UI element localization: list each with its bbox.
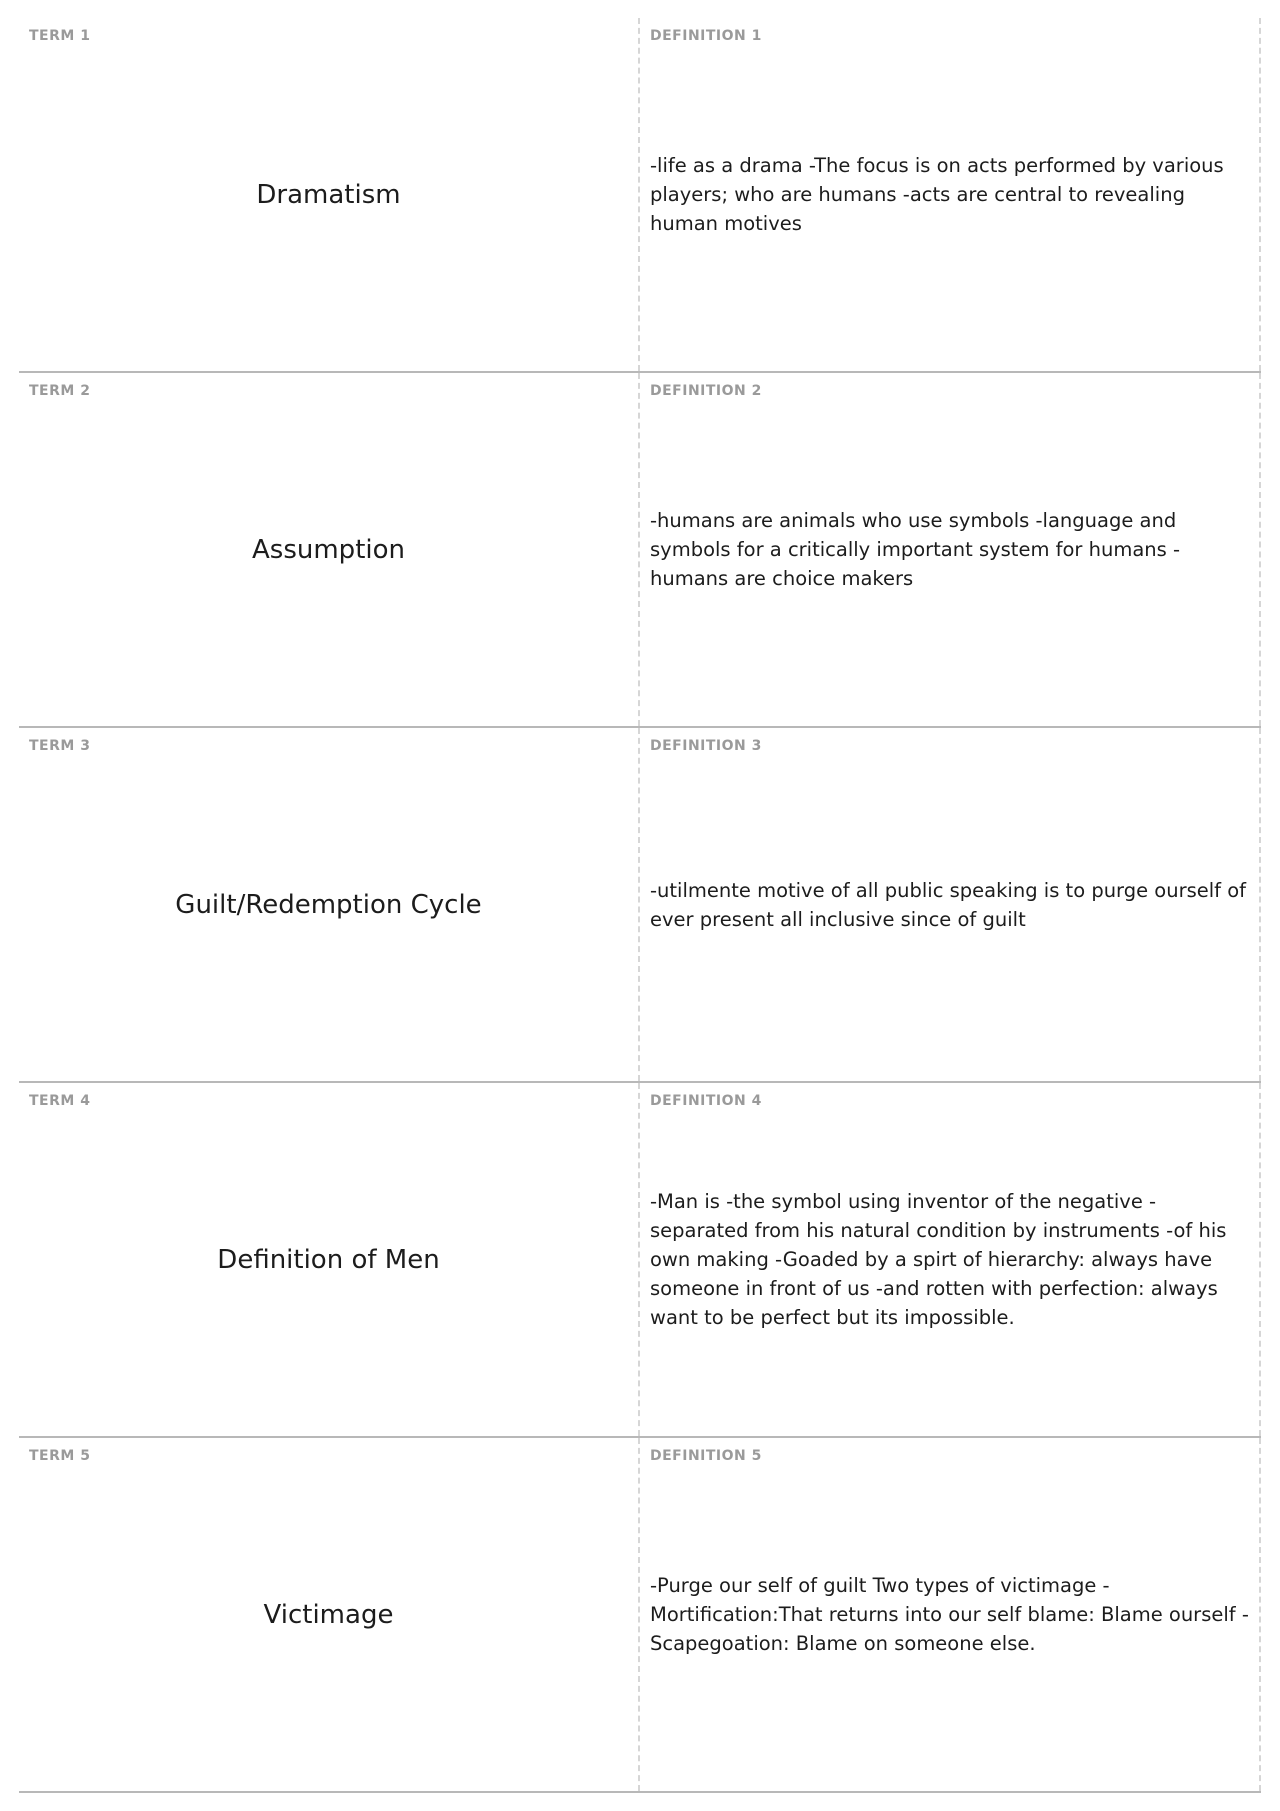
- flashcard-row-2: [19, 373, 1261, 728]
- term-cell: [19, 1438, 640, 1791]
- definition-label: DEFINITION 3: [650, 738, 762, 754]
- definition-text: -humans are animals who use symbols -language and symbols for a critically important system for humans -humans are choice makers: [650, 509, 1181, 590]
- definition-cell: [640, 728, 1261, 1081]
- term-cell: [19, 373, 640, 726]
- term-text: Victimage: [263, 1599, 394, 1630]
- term-text: Dramatism: [256, 179, 401, 210]
- term-label: TERM 1: [29, 28, 91, 44]
- term-label: TERM 3: [29, 738, 91, 754]
- definition-label: DEFINITION 2: [650, 383, 762, 399]
- term-cell: [19, 1083, 640, 1436]
- term-label: TERM 5: [29, 1448, 91, 1464]
- definition-text-wrap: [650, 1083, 1251, 1436]
- definition-text-wrap: [650, 373, 1251, 726]
- flashcard-row-1: [19, 18, 1261, 373]
- definition-text-wrap: [650, 1438, 1251, 1791]
- flashcard-row-5: [19, 1438, 1261, 1793]
- flashcard-row-3: [19, 728, 1261, 1083]
- term-text: Definition of Men: [217, 1244, 440, 1275]
- definition-text-wrap: [650, 18, 1251, 371]
- definition-text: -Purge our self of guilt Two types of victimage -Mortification:That returns into our self blame: Blame ourself -Scapegoation: Blame on someone else.: [650, 1574, 1249, 1655]
- definition-label: DEFINITION 4: [650, 1093, 762, 1109]
- definition-cell: [640, 373, 1261, 726]
- definition-text: -Man is -the symbol using inventor of the negative -separated from his natural condition by instruments -of his own making -Goaded by a spirt of hierarchy: always have someone in front of us -and rotten with perfection: always want to be perfect but its impossible.: [650, 1190, 1227, 1329]
- definition-label: DEFINITION 5: [650, 1448, 762, 1464]
- definition-cell: [640, 18, 1261, 371]
- term-text: Guilt/Redemption Cycle: [175, 889, 482, 920]
- term-text: Assumption: [252, 534, 405, 565]
- definition-text-wrap: [650, 728, 1251, 1081]
- definition-text: -life as a drama -The focus is on acts performed by various players; who are humans -acts are central to revealing human motives: [650, 154, 1224, 235]
- flashcard-sheet: [19, 18, 1261, 1793]
- definition-cell: [640, 1438, 1261, 1791]
- flashcard-row-4: [19, 1083, 1261, 1438]
- definition-label: DEFINITION 1: [650, 28, 762, 44]
- term-cell: [19, 18, 640, 371]
- term-label: TERM 4: [29, 1093, 91, 1109]
- definition-text: -utilmente motive of all public speaking is to purge ourself of ever present all inclusive since of guilt: [650, 878, 1247, 931]
- term-cell: [19, 728, 640, 1081]
- term-label: TERM 2: [29, 383, 91, 399]
- definition-cell: [640, 1083, 1261, 1436]
